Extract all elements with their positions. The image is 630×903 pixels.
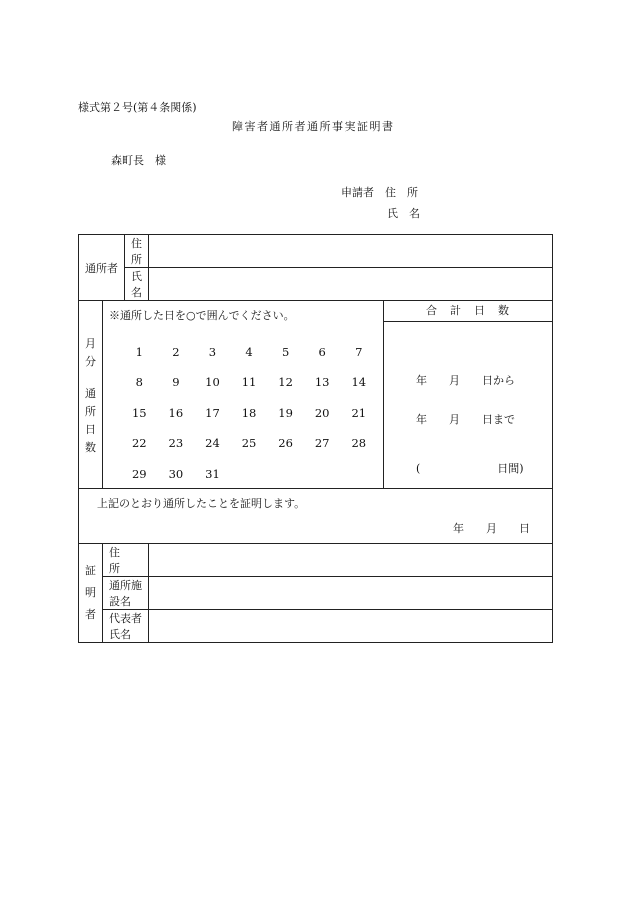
certification-date: 年 月 日	[453, 522, 530, 535]
calendar-day[interactable]: 15	[131, 405, 147, 420]
calendar-row	[121, 436, 377, 466]
vertical-char: 証	[85, 564, 96, 577]
calendar-grid	[121, 345, 377, 497]
calendar-day[interactable]: 13	[314, 375, 330, 390]
calendar-day[interactable]: 3	[208, 345, 217, 359]
vertical-char: 日	[85, 422, 96, 436]
vertical-char: 月	[85, 336, 96, 350]
calendar-instruction: ※通所した日を○で囲んでください。	[109, 309, 295, 322]
total-days-cell	[384, 301, 553, 489]
total-from-line: 年 月 日から	[416, 374, 515, 387]
calendar-day[interactable]: 29	[131, 466, 147, 481]
calendar-day[interactable]: 30	[168, 466, 184, 481]
commuter-address-field[interactable]	[149, 235, 553, 268]
commuter-address-label: 住 所	[125, 235, 149, 268]
calendar-day[interactable]: 1	[135, 345, 143, 359]
calendar-day[interactable]: 10	[205, 375, 220, 390]
calendar-day[interactable]: 7	[355, 345, 363, 359]
commuter-name-label: 氏 名	[125, 268, 149, 301]
commuter-name-field[interactable]	[149, 268, 553, 301]
calendar-day[interactable]: 16	[168, 405, 184, 420]
calendar-day[interactable]: 27	[314, 436, 330, 451]
month-label	[79, 335, 102, 371]
calendar-day[interactable]: 14	[351, 375, 367, 390]
vertical-char: 分	[85, 354, 96, 368]
calendar-day[interactable]: 4	[245, 345, 253, 359]
calendar-cell	[103, 301, 384, 489]
applicant-address-label: 申請者 住 所	[341, 186, 418, 199]
vertical-char: 数	[85, 440, 96, 454]
vertical-char: 明	[85, 586, 96, 599]
total-to-line: 年 月 日まで	[416, 413, 515, 426]
calendar-day[interactable]: 21	[351, 405, 367, 420]
calendar-day[interactable]: 26	[278, 436, 293, 451]
applicant-name-label: 氏 名	[387, 207, 420, 220]
vertical-char: 者	[85, 608, 96, 621]
calendar-day[interactable]: 17	[205, 405, 220, 420]
calendar-day[interactable]: 2	[172, 345, 180, 359]
calendar-day[interactable]: 23	[168, 436, 184, 451]
calendar-row	[121, 406, 377, 436]
certifier-facility-label: 通所施設名	[103, 577, 149, 610]
calendar-day[interactable]: 6	[318, 345, 326, 359]
certifier-address-field[interactable]	[149, 544, 553, 577]
month-days-side-label	[79, 301, 103, 489]
calendar-day[interactable]: 31	[205, 466, 220, 481]
calendar-day[interactable]: 11	[241, 375, 257, 390]
total-days-line: ( 日間)	[416, 462, 524, 475]
certification-cell	[79, 489, 553, 544]
vertical-char: 所	[85, 404, 96, 418]
total-days-header: 合 計 日 数	[384, 301, 552, 322]
certifier-address-label: 住 所	[103, 544, 149, 577]
document-title: 障害者通所者通所事実証明書	[232, 120, 395, 133]
certifier-representative-label: 代表者氏名	[103, 610, 149, 643]
form-number: 様式第２号(第４条関係)	[78, 101, 197, 114]
calendar-day[interactable]: 25	[241, 436, 257, 451]
certification-statement: 上記のとおり通所したことを証明します。	[97, 497, 306, 510]
calendar-day[interactable]: 9	[172, 375, 180, 390]
commute-days-label	[79, 385, 102, 457]
calendar-day[interactable]: 12	[278, 375, 293, 390]
certifier-side-label	[79, 544, 103, 643]
calendar-day[interactable]: 22	[131, 436, 147, 451]
certificate-form-table	[78, 234, 553, 643]
calendar-row	[121, 375, 377, 405]
certifier-facility-field[interactable]	[149, 577, 553, 610]
calendar-day[interactable]: 8	[135, 375, 143, 390]
calendar-row	[121, 345, 377, 375]
calendar-day[interactable]: 28	[351, 436, 367, 451]
vertical-char: 通	[85, 386, 96, 400]
addressee: 森町長 様	[111, 154, 166, 167]
calendar-day[interactable]: 19	[278, 405, 293, 420]
calendar-day[interactable]: 24	[205, 436, 220, 451]
calendar-day[interactable]: 18	[241, 405, 257, 420]
calendar-day[interactable]: 20	[314, 405, 330, 420]
certifier-representative-field[interactable]	[149, 610, 553, 643]
calendar-day[interactable]: 5	[281, 345, 290, 359]
commuter-label: 通所者	[79, 235, 125, 301]
